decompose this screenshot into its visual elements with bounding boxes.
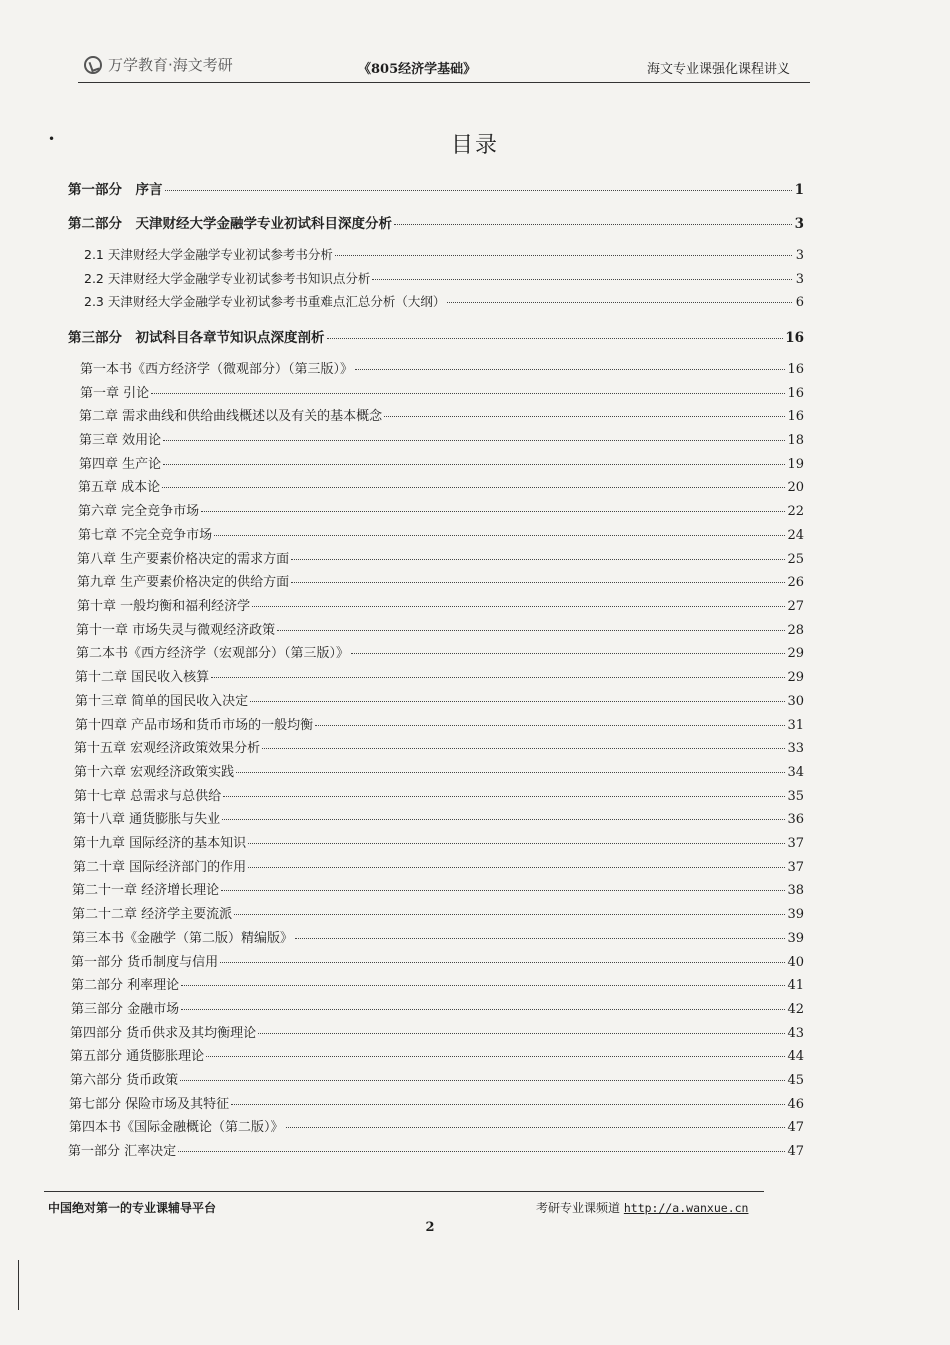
toc-entry[interactable]	[77, 595, 804, 617]
toc-entry-page: 36	[787, 812, 804, 827]
toc-entry-page: 19	[787, 457, 804, 472]
toc-entry-page: 18	[787, 433, 804, 448]
toc-entry-label: 第六章 完全竞争市场	[78, 504, 200, 519]
toc-entry[interactable]	[79, 429, 804, 451]
toc-entry-page: 44	[787, 1049, 804, 1064]
toc-entry-label: 第十四章 产品市场和货币市场的一般均衡	[75, 718, 314, 733]
toc-entry[interactable]	[69, 1116, 804, 1138]
toc-dot-leader	[262, 748, 785, 749]
toc-entry-page: 3	[795, 248, 804, 263]
toc-entry-label: 第五部分 通货膨胀理论	[70, 1049, 205, 1064]
toc-entry-page: 40	[787, 955, 804, 970]
footer-slogan: 中国绝对第一的专业课辅导平台	[48, 1201, 217, 1215]
toc-entry-label: 第十六章 宏观经济政策实践	[74, 765, 235, 780]
toc-entry-page: 16	[787, 362, 804, 377]
toc-entry-label: 第十章 一般均衡和福利经济学	[77, 599, 251, 614]
toc-entry-page: 34	[787, 765, 804, 780]
page-header	[78, 52, 810, 83]
toc-dot-leader	[447, 302, 792, 303]
toc-dot-leader	[222, 819, 785, 820]
toc-entry-label: 第四章 生产论	[79, 457, 162, 472]
toc-dot-leader	[355, 369, 785, 370]
toc-dot-leader	[277, 630, 785, 631]
toc-dot-leader	[291, 559, 785, 560]
toc-dot-leader	[211, 677, 785, 678]
toc-dot-leader	[250, 701, 785, 702]
page-number: 2	[425, 1220, 435, 1235]
toc-entry-label: 第五章 成本论	[78, 480, 161, 495]
toc-dot-leader	[231, 1104, 785, 1105]
toc-entry-page: 30	[787, 694, 804, 709]
lecture-title: 海文专业课强化课程讲义	[646, 62, 790, 77]
toc-entry-label: 第四本书《国际金融概论（第二版）》	[69, 1120, 284, 1135]
toc-entry[interactable]	[68, 212, 804, 234]
toc-entry-page: 29	[787, 670, 804, 685]
toc-entry[interactable]	[78, 524, 804, 546]
toc-entry-label: 第二本书《西方经济学（宏观部分）（第三版）》	[76, 646, 350, 661]
toc-dot-leader	[394, 224, 792, 225]
toc-entry-page: 41	[787, 978, 804, 993]
toc-entry-label: 第三章 效用论	[79, 433, 162, 448]
toc-dot-leader	[236, 772, 785, 773]
toc-dot-leader	[214, 535, 785, 536]
toc-entry-page: 20	[787, 480, 804, 495]
brand-logo	[84, 54, 233, 75]
toc-entry-label: 第二十二章 经济学主要流派	[72, 907, 233, 922]
toc-entry-page: 38	[787, 883, 804, 898]
toc-dot-leader	[163, 464, 785, 465]
toc-entry-page: 3	[794, 216, 804, 232]
toc-entry[interactable]	[75, 666, 804, 688]
toc-dot-leader	[151, 393, 785, 394]
toc-entry-page: 46	[787, 1097, 804, 1112]
toc-dot-leader	[181, 1009, 785, 1010]
toc-dot-leader	[181, 985, 785, 986]
toc-entry-label: 第十一章 市场失灵与微观经济政策	[76, 623, 276, 638]
toc-entry[interactable]	[84, 292, 804, 314]
toc-entry-label: 第二部分 利率理论	[71, 978, 180, 993]
toc-entry[interactable]	[74, 785, 804, 807]
toc-dot-leader	[180, 1080, 785, 1081]
toc-entry-page: 16	[785, 330, 804, 346]
toc-entry-page: 24	[787, 528, 804, 543]
toc-entry-label: 第九章 生产要素价格决定的供给方面	[77, 575, 290, 590]
toc-entry-page: 31	[787, 718, 804, 733]
toc-entry[interactable]	[84, 245, 804, 267]
toc-entry[interactable]	[78, 500, 804, 522]
footer-channel-label: 考研专业课频道	[536, 1201, 621, 1215]
toc-entry-page: 37	[787, 836, 804, 851]
toc-dot-leader	[351, 653, 785, 654]
toc-entry-page: 28	[787, 623, 804, 638]
toc-entry-label: 第二部分 天津财经大学金融学专业初试科目深度分析	[68, 216, 392, 232]
toc-entry-label: 第七部分 保险市场及其特征	[69, 1097, 230, 1112]
toc-dot-leader	[384, 416, 785, 417]
toc-dot-leader	[258, 1033, 785, 1034]
toc-entry-label: 2.1 天津财经大学金融学专业初试参考书分析	[84, 247, 333, 262]
toc-dot-leader	[221, 890, 785, 891]
toc-dot-leader	[248, 867, 785, 868]
toc-entry-label: 第十三章 简单的国民收入决定	[75, 694, 249, 709]
toc-entry-page: 22	[787, 504, 804, 519]
toc-entry[interactable]	[71, 998, 804, 1020]
toc-entry-label: 第十八章 通货膨胀与失业	[73, 812, 221, 827]
book-title: 《805经济学基础》	[358, 62, 477, 77]
toc-entry[interactable]	[74, 761, 804, 783]
brand-logo-text: 万学教育·海文考研	[108, 56, 233, 74]
toc-entry[interactable]	[75, 714, 804, 736]
toc-dot-leader	[295, 938, 785, 939]
toc-entry-page: 25	[787, 552, 804, 567]
toc-entry-label: 2.2 天津财经大学金融学专业初试参考书知识点分析	[84, 271, 371, 286]
toc-entry-label: 第四部分 货币供求及其均衡理论	[70, 1026, 257, 1041]
toc-entry-label: 第十九章 国际经济的基本知识	[73, 836, 247, 851]
toc-entry[interactable]	[70, 1069, 804, 1091]
toc-entry[interactable]	[73, 808, 804, 830]
toc-entry[interactable]	[70, 1045, 804, 1067]
footer-url-link[interactable]: http://a.wanxue.cn	[623, 1201, 749, 1215]
toc-title: 目录	[450, 133, 499, 158]
toc-entry[interactable]	[71, 974, 804, 996]
toc-entry[interactable]	[72, 927, 804, 949]
toc-entry-page: 26	[787, 575, 804, 590]
toc-entry[interactable]	[71, 951, 804, 973]
toc-entry-page: 43	[787, 1026, 804, 1041]
toc-dot-leader	[206, 1056, 785, 1057]
toc-entry-label: 2.3 天津财经大学金融学专业初试参考书重难点汇总分析（大纲）	[84, 294, 446, 309]
toc-entry[interactable]	[68, 326, 804, 348]
toc-entry[interactable]	[80, 358, 804, 380]
toc-entry[interactable]	[73, 856, 804, 878]
toc-dot-leader	[223, 796, 785, 797]
toc-entry[interactable]	[74, 737, 804, 759]
margin-dot: •	[48, 132, 56, 146]
toc-entry[interactable]	[78, 476, 804, 498]
toc-entry[interactable]	[76, 642, 804, 664]
toc-entry-page: 33	[787, 741, 804, 756]
toc-entry[interactable]	[73, 832, 804, 854]
toc-entry-label: 第二章 需求曲线和供给曲线概述以及有关的基本概念	[79, 409, 383, 424]
toc-entry-label: 第二十一章 经济增长理论	[72, 883, 220, 898]
footer-rule	[44, 1191, 764, 1192]
toc-entry-label: 第一本书《西方经济学（微观部分）（第三版）》	[80, 362, 354, 377]
toc-entry-label: 第十二章 国民收入核算	[75, 670, 210, 685]
toc-dot-leader	[252, 606, 785, 607]
toc-entry-page: 1	[794, 182, 804, 198]
toc-dot-leader	[291, 582, 785, 583]
footer-channel	[536, 1199, 748, 1216]
toc-entry[interactable]	[70, 1022, 804, 1044]
toc-entry[interactable]	[76, 619, 804, 641]
toc-dot-leader	[165, 190, 793, 191]
toc-entry[interactable]	[77, 548, 804, 570]
toc-entry-page: 45	[787, 1073, 804, 1088]
toc-dot-leader	[327, 338, 784, 339]
toc-entry-page: 27	[787, 599, 804, 614]
toc-entry-page: 47	[787, 1120, 804, 1135]
toc-entry-label: 第六部分 货币政策	[70, 1073, 179, 1088]
toc-entry[interactable]	[72, 879, 804, 901]
toc-dot-leader	[220, 962, 785, 963]
toc-entry-page: 37	[787, 860, 804, 875]
toc-entry-page: 42	[787, 1002, 804, 1017]
toc-entry-label: 第七章 不完全竞争市场	[78, 528, 213, 543]
toc-entry-label: 第一部分 序言	[68, 182, 163, 198]
toc-dot-leader	[201, 511, 785, 512]
toc-entry-label: 第二十章 国际经济部门的作用	[73, 860, 247, 875]
toc-entry-page: 39	[787, 931, 804, 946]
toc-dot-leader	[234, 914, 785, 915]
toc-entry[interactable]	[79, 405, 804, 427]
margin-mark	[18, 1260, 19, 1310]
toc-entry[interactable]	[84, 269, 804, 291]
toc-entry[interactable]	[75, 690, 804, 712]
toc-entry-label: 第三部分 初试科目各章节知识点深度剖析	[68, 330, 325, 346]
toc-entry-label: 第十七章 总需求与总供给	[74, 789, 222, 804]
toc-dot-leader	[162, 487, 785, 488]
toc-entry-label: 第一部分 货币制度与信用	[71, 955, 219, 970]
toc-entry-page: 3	[795, 272, 804, 287]
toc-entry-label: 第三部分 金融市场	[71, 1002, 180, 1017]
toc-entry[interactable]	[68, 178, 804, 200]
toc-dot-leader	[163, 440, 785, 441]
toc-entry-label: 第八章 生产要素价格决定的需求方面	[77, 552, 290, 567]
toc-entry[interactable]	[79, 453, 804, 475]
toc-dot-leader	[372, 279, 792, 280]
toc-dot-leader	[315, 725, 785, 726]
toc-entry-label: 第一部分 汇率决定	[68, 1144, 177, 1159]
toc-entry[interactable]	[77, 571, 804, 593]
toc-entry-page: 39	[787, 907, 804, 922]
toc-dot-leader	[286, 1127, 786, 1128]
toc-entry-label: 第十五章 宏观经济政策效果分析	[74, 741, 261, 756]
toc-entry[interactable]	[72, 903, 804, 925]
toc-entry-page: 47	[787, 1144, 804, 1159]
toc-dot-leader	[335, 255, 792, 256]
toc-entry[interactable]	[68, 1140, 804, 1162]
toc-entry-page: 6	[795, 295, 804, 310]
toc-entry[interactable]	[80, 382, 804, 404]
toc-entry[interactable]	[69, 1093, 804, 1115]
toc-entry-page: 35	[787, 789, 804, 804]
toc-entry-page: 16	[787, 409, 804, 424]
toc-entry-label: 第三本书《金融学（第二版）精编版》	[72, 931, 294, 946]
toc-entry-label: 第一章 引论	[80, 386, 150, 401]
brand-logo-icon	[84, 56, 102, 74]
toc-entry-page: 29	[787, 646, 804, 661]
toc-dot-leader	[248, 843, 785, 844]
toc-dot-leader	[178, 1151, 785, 1152]
toc-entry-page: 16	[787, 386, 804, 401]
